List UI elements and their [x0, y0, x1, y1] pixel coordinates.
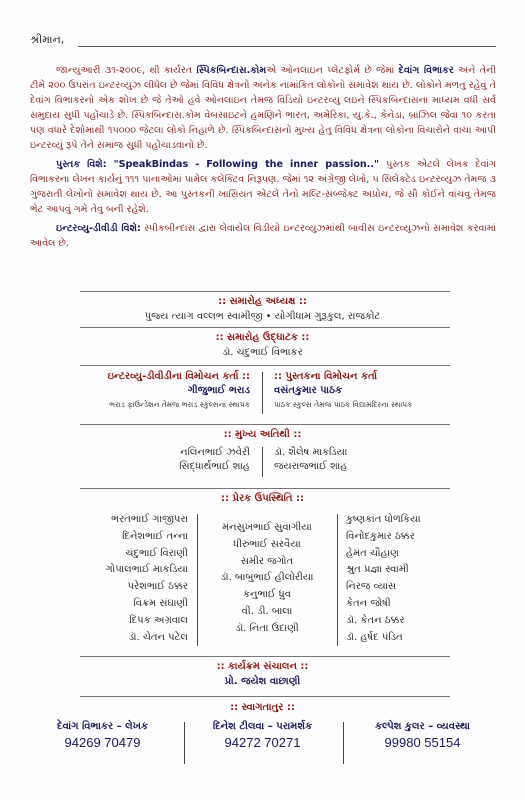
president-line: પુજ્ય ત્યાગ વલ્લભ સ્વામીજી • યોગીધામ ગુરૂકુલ, રાજકોટ: [144, 311, 381, 322]
dvd-releaser-name: ગીજુભાઈ ભરાડ: [187, 385, 250, 396]
book-paragraph: [30, 157, 496, 217]
intro-text-b: એ ઓનલાઇન પ્લેટફોર્મ છે જેમાં: [266, 65, 399, 76]
book-description: પુસ્તક એટલે લેખક દેવાંગ વિભાકરના લેખન કાર્યનું ૧૧૧ પાનાઓમાં પામેલ કલેક્ટિવ નિરૂપણ. જેમાં ૧૨ અંગ્રેજી લેખો, ૫ સિલેક્ટેડ ઇન્ટરવ્યુઝ તેમજ ૩ ગુજરાતી લેખોનો સમાવેશ થાય છે. આ પુસ્તકની ખાસિયત એટલે તેનો મલ્ટિ-સબ્જેક્ટ અપ્રોચ, જે સૌ કોઈને વાંચવુ તેમજ ભેટ આપવું ગમે તેવુ બની રહેશે.: [30, 159, 497, 215]
inspirer-name: ધીરુભાઈ સરવૈયા: [233, 538, 301, 550]
inspirers-col-3: [346, 512, 476, 646]
intro-text-a: જાન્યુઆરી ૩૧-૨૦૦૯, થી કાર્યરત: [56, 65, 197, 76]
inaugurator-line: ડૉ. ચંદુભાઈ વિભાકર: [222, 347, 303, 358]
inspirer-name: વી. ડી. બાલા: [241, 605, 293, 617]
intro-text-c: અને તેની ટીમે ૨૦૦ ઉપરાંત ઇન્ટરવ્યુઝ લીધેલ છે જેમાં વિવિધ ક્ષેત્રનો અનેક નામાંકિત લોકોનો સમાવેશ થાય છે. લોકોને મળતુ રહેવું તે દેવાંગ વિભાકરનો એક શોખ છે જે તેઓ હવે ઓનલાઇન તેમજ વિડિયો ઇન્ટરવ્યુ લઇને સ્પિકબિન્દાસના માધ્યમ વધી સર્વ સમુદાય સુધી પહોંચાડે છે. સ્પિકબિન્દાસ.કોમ વેબસાઇટને હમણિને ભારત, અમેરિકા, યુ.કે., કેનેડા, બ્રાઝિલ જેવા ૧૦ કરતા પણ વધારે દેશોમાંથી ૧૫૦૦૦ જેટલા લોકો નિહાળે છે. સ્પિકબિન્દાસનો મુખ્ય હેતુ વિવિધ ક્ષેત્રના લોકોના વિચારોને વાચા આપી ઇન્ટરવ્યું રૂપે તેને સમાજ સુધી પહોંચાડવાનો છે.: [30, 65, 496, 151]
dvd-releaser-role: ભરાડ ફાઉન્ડેશન તેમજ ભરાડ સ્કુલ્સના સ્થાપક: [109, 400, 250, 409]
inspirer-name: વિનોદકુમાર ઠક્કર: [346, 530, 415, 542]
welcome-contact: [350, 721, 495, 750]
book-title: "SpeakBindas - Following the inner passion..": [106, 159, 387, 170]
book-releaser-heading: :: પુસ્તકના વિમોચન કર્તા: [274, 371, 378, 382]
inspirer-name: હેમંત ચૌહાણ: [346, 547, 399, 559]
inspirers-heading: :: પ્રેરક ઉપસ્થિતિ ::: [221, 493, 304, 504]
phone-number: 94269 70479: [64, 735, 141, 750]
divider: [80, 291, 450, 292]
inspirer-name: વિક્રમ સંઘાણી: [133, 597, 188, 609]
inspirer-name: કેતન જોષી: [346, 597, 391, 609]
book-releaser-name: વસંતકુમાર પાઠક: [274, 385, 343, 396]
column-divider: [337, 514, 338, 646]
inspirers-col-1: [60, 512, 188, 646]
inspirer-name: ગોપાલભાઈ માકડિયા: [105, 564, 188, 576]
inspirer-name: કુષ્ણકાંત ધોળકિયા: [346, 514, 421, 525]
anchor-name: પ્રો. જયેશ વાછાણી: [224, 676, 301, 687]
inspirer-name: કનુભાઈ ધ્રુવ: [242, 589, 292, 601]
welcome-contact-label: દેવાંગ વિભાકર – લેખક: [56, 721, 149, 732]
anchor-heading: :: કાર્યક્રમ સંચાલન ::: [216, 661, 309, 672]
inspirer-name: ડૉ. નિતા ઉદાણી: [235, 622, 299, 634]
dvd-releaser-heading: ઇન્ટરવ્યુ-ડીવીડીના વિમોચન કર્તા ::: [107, 371, 250, 382]
guests-left: [60, 446, 250, 474]
inspirer-name: સમીર જગોત: [240, 555, 294, 567]
dvd-releaser: [50, 370, 250, 412]
inaugurator-heading: :: સમારોહ ઉદ્ઘાટક ::: [215, 332, 310, 343]
author-name: દેવાંગ વિભાકર: [398, 65, 454, 76]
welcome-contact-label: કલ્પેશ કુલર – વ્યવસ્થા: [374, 721, 471, 732]
guest-name: સિદ્ધાર્થભાઈ શાહ: [179, 461, 250, 472]
intro-text: [30, 63, 496, 255]
dvd-label: ઇન્ટરવ્યુ-ડીવીડી વિશે:: [56, 223, 141, 234]
divider: [80, 424, 450, 425]
dvd-description: સ્પીકબીન્દાસ દ્વારા લેવાયેલ વિડીયો ઇન્ટરવ્યુઝમાંથી બાવીસ ઇન્ટરવ્યુઝનો સમાવેશ કરવામાં આવેલ છે.: [30, 223, 496, 249]
guests-right: [274, 446, 464, 474]
welcome-heading: :: સ્વાગતાતુર ::: [230, 702, 295, 713]
inspirers-col-2: [205, 520, 329, 638]
inspirer-name: ભરતભાઈ ગાજીપરા: [111, 514, 188, 525]
inspirer-name: પરેશભાઈ ઠક્કર: [127, 581, 188, 593]
phone-number: 94272 70271: [224, 735, 301, 750]
guest-name: નલિનભાઈ ઝવેરી: [180, 447, 250, 458]
divider: [80, 365, 450, 366]
intro-paragraph: [30, 63, 496, 153]
divider: [80, 656, 450, 657]
inspirer-name: ડૉ. હર્ષદ પંડિત: [346, 631, 403, 643]
phone-number: 99980 55154: [384, 735, 461, 750]
dvd-paragraph: [30, 221, 496, 251]
welcome-contact-label: દિનેશ ટીલવા – પરામર્શક: [212, 721, 313, 732]
inspirer-name: ડૉ. કેતન ઠક્કર: [346, 614, 405, 626]
book-releaser-role: પાઠક સ્કુલ્સ તેમજ પાઠક વિદ્યામંદિરના સ્થાપક: [274, 400, 413, 409]
inspirer-name: દિપક અગ્રવાલ: [129, 614, 188, 626]
inspirer-name: મનસુખભાઈ સુવાગીયા: [222, 522, 312, 533]
president-heading: :: સમારોહ અધ્યક્ષ ::: [218, 296, 307, 307]
inspirer-name: ડૉ. બાબુભાઈ હીલોરીયા: [220, 572, 314, 584]
book-releaser: [274, 370, 484, 412]
column-divider: [343, 722, 344, 764]
inspirer-name: નિરજ વ્યાસ: [346, 581, 397, 593]
welcome-contact: [30, 721, 175, 750]
divider: [80, 327, 450, 328]
salutation: શ્રીમાન,: [30, 33, 65, 46]
divider: [80, 696, 450, 697]
inspirer-name: ડૉ. ચેતન પટેલ: [128, 631, 188, 643]
column-divider: [197, 514, 198, 646]
inspirer-name: દિનેશભાઈ તન્ના: [122, 530, 188, 542]
guest-name: જયરાજભાઈ શાહ: [274, 461, 348, 472]
column-divider: [184, 722, 185, 764]
name-blank-line: [78, 46, 496, 47]
column-divider: [262, 447, 263, 477]
inspirer-name: શ્રુત પ્રજ્ઞા સ્વામી: [346, 564, 409, 576]
welcome-contact: [190, 721, 335, 750]
column-divider: [262, 372, 263, 414]
book-label: પુસ્તક વિશે:: [56, 159, 107, 170]
divider: [80, 488, 450, 489]
site-name: સ્પિકબિન્દાસ.કોમ: [196, 65, 267, 76]
guest-name: ડૉ. શૈલેષ માકડિયા: [274, 447, 348, 458]
inspirer-name: ચંદુભાઈ વિરાણી: [125, 547, 188, 559]
guests-heading: :: મુખ્ય અતિથી ::: [223, 429, 302, 440]
